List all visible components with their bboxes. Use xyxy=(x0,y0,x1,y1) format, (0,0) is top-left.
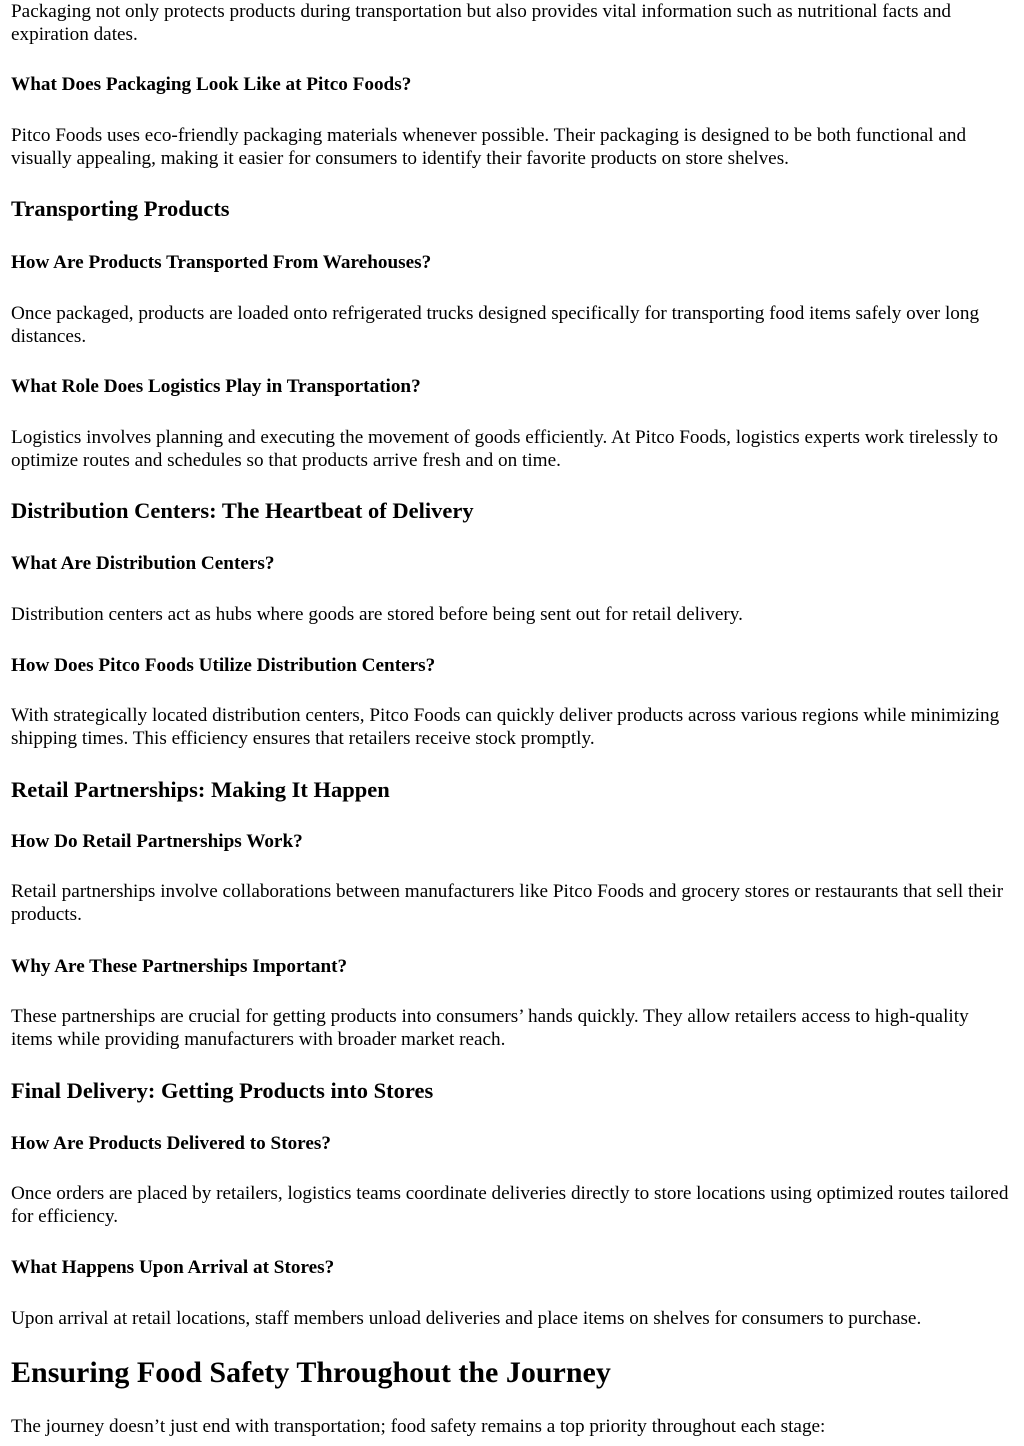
paragraph-retail-important: These partnerships are crucial for getting products into consumers’ hands quickly. They allow retailers access to high-quality items while providing manufacturers with broader market reach. xyxy=(11,1006,969,1050)
subheading-distribution-what: What Are Distribution Centers? xyxy=(11,553,275,574)
paragraph-logistics-role: Logistics involves planning and executing the movement of goods efficiently. At Pitco Foods, logistics experts work tirelessly to optimize routes and schedules so that products arrive fresh and on time. xyxy=(11,427,998,471)
paragraph-packaging-intro: Packaging not only protects products during transportation but also provides vital information such as nutritional facts and expiration dates. xyxy=(11,1,952,45)
paragraph-transport-warehouses: Once packaged, products are loaded onto refrigerated trucks designed specifically for transporting food items safely over long distances. xyxy=(11,303,980,347)
paragraph-food-safety: The journey doesn’t just end with transportation; food safety remains a top priority throughout each stage: xyxy=(11,1416,826,1437)
heading-final-delivery: Final Delivery: Getting Products into Stores xyxy=(11,1078,434,1103)
paragraph-retail-work: Retail partnerships involve collaborations between manufacturers like Pitco Foods and grocery stores or restaurants that sell their products. xyxy=(11,881,1004,925)
subheading-arrival: What Happens Upon Arrival at Stores? xyxy=(11,1257,335,1278)
subheading-delivered-stores: How Are Products Delivered to Stores? xyxy=(11,1133,331,1154)
subheading-distribution-utilize: How Does Pitco Foods Utilize Distribution Centers? xyxy=(11,655,436,676)
heading-transporting-products: Transporting Products xyxy=(11,196,230,221)
subheading-retail-important: Why Are These Partnerships Important? xyxy=(11,956,348,977)
paragraph-delivered-stores: Once orders are placed by retailers, logistics teams coordinate deliveries directly to store locations using optimized routes tailored for efficiency. xyxy=(11,1183,1009,1227)
heading-food-safety: Ensuring Food Safety Throughout the Journey xyxy=(11,1356,611,1389)
heading-distribution-centers: Distribution Centers: The Heartbeat of Delivery xyxy=(11,498,474,523)
subheading-retail-work: How Do Retail Partnerships Work? xyxy=(11,831,303,852)
paragraph-distribution-what: Distribution centers act as hubs where goods are stored before being sent out for retail delivery. xyxy=(11,604,743,625)
paragraph-arrival: Upon arrival at retail locations, staff members unload deliveries and place items on shelves for consumers to purchase. xyxy=(11,1308,922,1329)
paragraph-distribution-utilize: With strategically located distribution centers, Pitco Foods can quickly deliver products across various regions while minimizing shipping times. This efficiency ensures that retailers receive stock promptly. xyxy=(11,705,1000,749)
heading-retail-partnerships: Retail Partnerships: Making It Happen xyxy=(11,777,390,802)
subheading-transport-warehouses: How Are Products Transported From Warehouses? xyxy=(11,252,432,273)
paragraph-packaging-look: Pitco Foods uses eco-friendly packaging materials whenever possible. Their packaging is designed to be both functional and visually appealing, making it easier for consumers to identify their favorite products on store shelves. xyxy=(11,125,967,169)
subheading-logistics-role: What Role Does Logistics Play in Transportation? xyxy=(11,376,421,397)
subheading-packaging-look: What Does Packaging Look Like at Pitco Foods? xyxy=(11,74,412,95)
